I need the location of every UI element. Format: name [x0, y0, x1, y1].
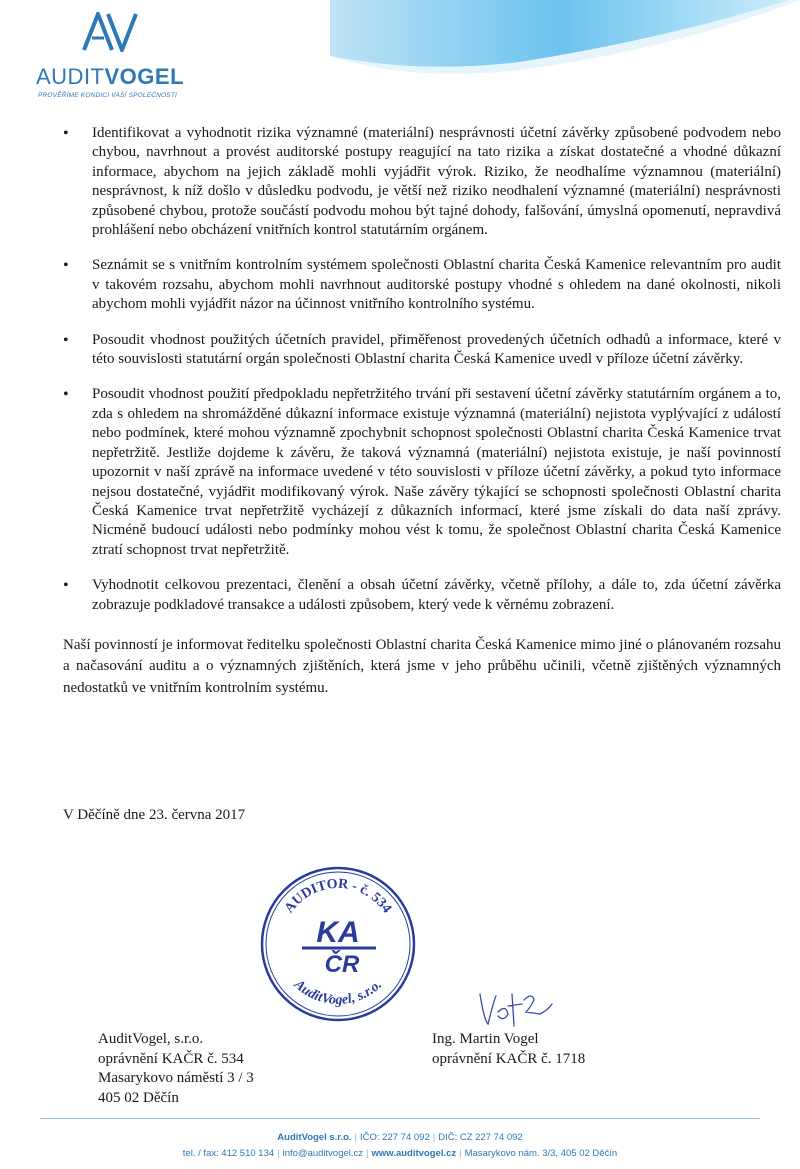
place-and-date: V Děčíně dne 23. června 2017 — [63, 807, 246, 823]
footer-line-1: AuditVogel s.r.o. | IČO: 227 74 092 | DIČ: CZ 227 74 092 — [277, 1132, 523, 1143]
footer-phone: tel. / fax: 412 510 134 — [182, 1148, 275, 1159]
bullet-item: • Seznámit se s vnitřním kontrolním systémem společnosti Oblastní charita Česká Kamenice relevantním pro audit v takovém rozsahu, abychom mohli navrhnout auditorské postupy vhodné s ohledem na dané okolnosti, nikoli abychom mohli vyjádřit názor na účinnost vnitřního kontrolního systému. — [63, 256, 781, 314]
bullet-item: • Identifikovat a vyhodnotit rizika významné (materiální) nesprávnosti účetní závěrky způsobené podvodem nebo chybou, navrhnout a provést auditorské postupy reagující na tato rizika a získat dostatečné a vhodné důkazní informace, abychom na jejich základě mohli vyjádřit výrok. Riziko, že neodhalíme významnou (materiální) nesprávnost, k níž došlo v důsledku podvodu, je větší než riziko neodhalení významné (materiální) nesprávnosti způsobené chybou, protože součástí podvodu mohou být tajné dohody, falšování, úmyslná opomenutí, nepravdivá prohlášení nebo obcházení vnitřních kontrol statutárním orgánem. — [63, 124, 781, 240]
document-body — [63, 124, 781, 699]
signatory-company-block — [98, 1030, 254, 1108]
logo-tagline: PROVĚŘÍME KONDICI VAŠÍ SPOLEČNOSTI — [38, 92, 177, 99]
stamp-bottom-text: AuditVogel, s.r.o. — [290, 977, 386, 1009]
signatory-person-block — [432, 1030, 585, 1069]
stamp-center-bottom: ČR — [324, 951, 360, 978]
auditor-name: Ing. Martin Vogel — [432, 1031, 539, 1047]
company-city: 405 02 Děčín — [98, 1089, 179, 1106]
handwritten-signature — [476, 990, 556, 1034]
bullet-item: • Posoudit vhodnost použití předpokladu nepřetržitého trvání při sestavení účetní závěrky statutárním orgánem a to, zda s ohledem na shromážděné důkazní informace existuje významná (materiální) nejistota vyplývající z událostí nebo podmínek, které mohou významně zpochybnit schopnost společnosti Oblastní charita Česká Kamenice trvat nepřetržitě. Jestliže dojdeme k závěru, že taková významná (materiální) nejistota existuje, je naší povinností upozornit v naší zprávě na informace uvedené v této souvislosti v příloze účetní závěrky, a pokud tyto informace nejsou dostatečné, vyjádřit modifikovaný výrok. Naše závěry týkající se schopnosti společnosti Oblastní charita Česká Kamenice trvat nepřetržitě vycházejí z důkazních informací, které jsme získali do data naší zprávy. Nicméně budoucí události nebo podmínky mohou vést k tomu, že společnost Oblastní charita Česká Kamenice ztratí schopnost trvat nepřetržitě. — [63, 385, 781, 560]
logo-name-light: AUDIT — [36, 64, 105, 89]
logo-av-icon — [82, 12, 138, 52]
footer-divider — [40, 1118, 760, 1119]
footer-dic: DIČ: CZ 227 74 092 — [438, 1132, 523, 1143]
auditor-stamp — [258, 864, 418, 1024]
logo-wordmark — [36, 64, 184, 90]
footer-web-link[interactable]: www.auditvogel.cz — [371, 1148, 457, 1159]
footer-email-link[interactable]: info@auditvogel.cz — [282, 1148, 364, 1159]
footer-ico: IČO: 227 74 092 — [360, 1132, 430, 1143]
logo-name-bold: VOGEL — [104, 64, 185, 89]
auditor-license: oprávnění KAČR č. 1718 — [432, 1050, 586, 1067]
stamp-top-text: AUDITOR - č. 534 — [282, 876, 395, 917]
footer-line-2: tel. / fax: 412 510 134 | info@auditvogel.cz | www.auditvogel.cz | Masarykovo nám. 3/3, 405 02 Děčín — [182, 1148, 618, 1159]
closing-paragraph: Naší povinností je informovat ředitelku společnosti Oblastní charita Česká Kamenice mimo jiné o plánovaném rozsahu a načasování auditu a o významných zjištěních, která jsme v jeho průběhu učinili, včetně zjištěných významných nedostatků ve vnitřním kontrolním systému. — [63, 636, 781, 696]
company-street: Masarykovo náměstí 3 / 3 — [98, 1070, 254, 1086]
page-footer — [0, 1130, 800, 1162]
bullet-item: • Vyhodnotit celkovou prezentaci, členění a obsah účetní závěrky, včetně přílohy, a dále to, zda účetní závěrka zobrazuje podkladové transakce a události způsobem, který vede k věrnému zobrazení. — [63, 576, 781, 615]
stamp-center-top: KA — [316, 916, 360, 949]
company-license: oprávnění KAČR č. 534 — [98, 1050, 244, 1067]
footer-address: Masarykovo nám. 3/3, 405 02 Děčín — [464, 1148, 618, 1159]
company-name: AuditVogel, s.r.o. — [98, 1031, 204, 1047]
bullet-item: • Posoudit vhodnost použitých účetních pravidel, přiměřenost provedených účetních odhadů a informace, které v této souvislosti statutární orgán společnosti Oblastní charita Česká Kamenice uvedl v příloze účetní závěrky. — [63, 331, 781, 370]
footer-company: AuditVogel s.r.o. — [277, 1132, 352, 1143]
bullet-list — [63, 124, 781, 615]
